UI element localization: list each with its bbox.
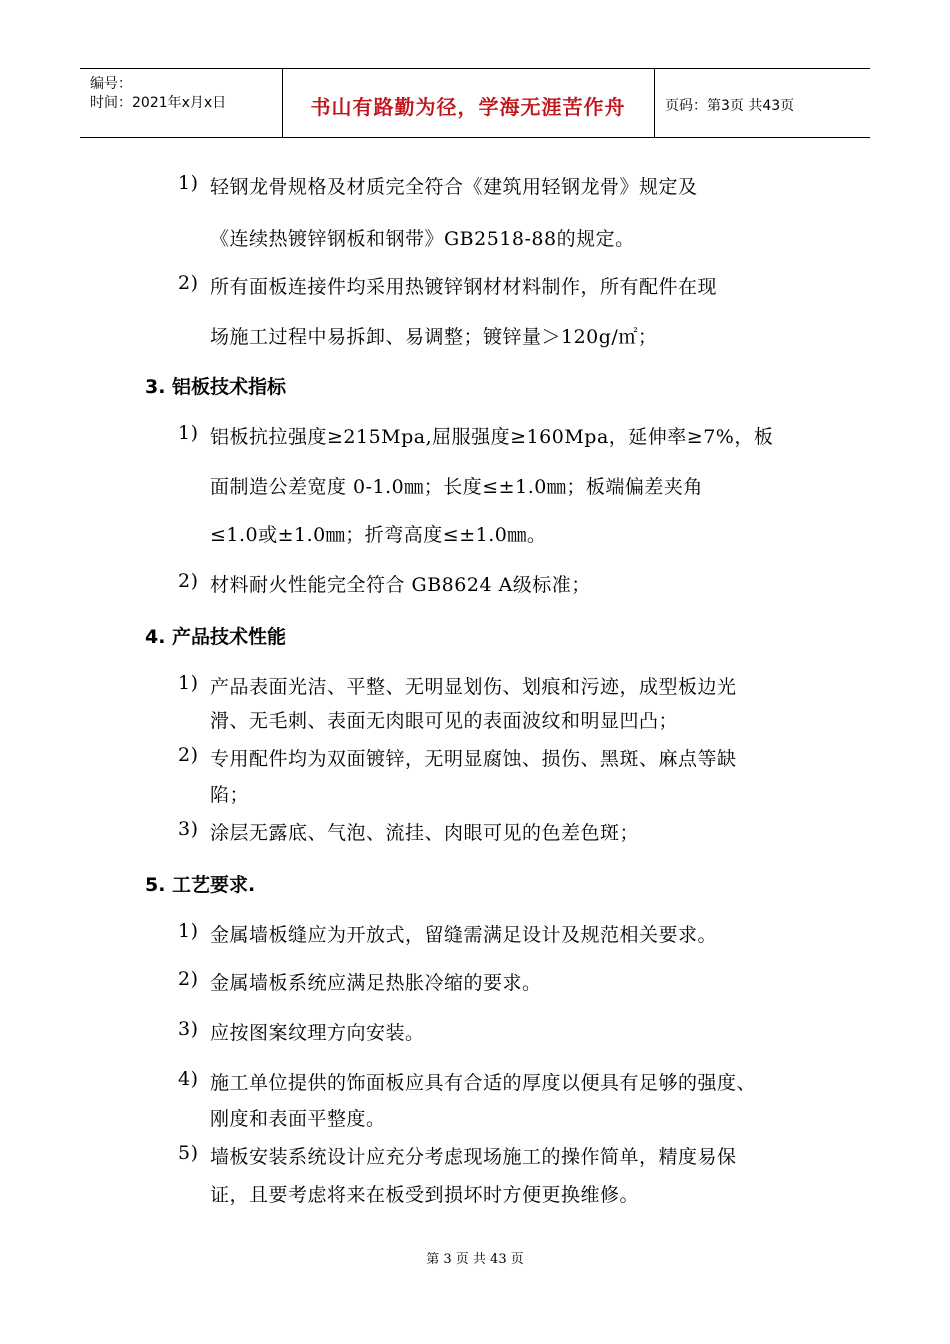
item-text: 应按图案纹理方向安装。 [210, 1022, 425, 1044]
item-number: 4) [178, 1068, 199, 1090]
item-text: 专用配件均为双面镀锌，无明显腐蚀、损伤、黑斑、麻点等缺 [210, 748, 737, 770]
header-page-info: 页码：第3页 共43页 [665, 98, 795, 114]
item-text: 铝板抗拉强度≥215Mpa,屈服强度≥160Mpa，延伸率≥7%，板 [210, 426, 774, 448]
header-motto: 书山有路勤为径，学海无涯苦作舟 [310, 95, 626, 119]
item-text-continued: 面制造公差宽度 0-1.0㎜；长度≤±1.0㎜；板端偏差夹角 [210, 476, 703, 498]
item-text: 金属墙板缝应为开放式，留缝需满足设计及规范相关要求。 [210, 924, 718, 946]
item-number: 5) [178, 1142, 199, 1164]
item-number: 1) [178, 172, 199, 194]
page-header [80, 68, 870, 138]
document-number-label: 编号： [90, 76, 132, 92]
item-text: 涂层无露底、气泡、流挂、肉眼可见的色差色斑； [210, 822, 640, 844]
section-heading: 5. 工艺要求. [145, 874, 256, 896]
header-meta-cell [80, 69, 283, 137]
item-text: 产品表面光洁、平整、无明显划伤、划痕和污迹，成型板边光 [210, 676, 737, 698]
item-text: 施工单位提供的饰面板应具有合适的厚度以便具有足够的强度、 [210, 1072, 757, 1094]
item-text-continued: 证，且要考虑将来在板受到损坏时方便更换维修。 [210, 1184, 640, 1206]
item-text-continued: 滑、无毛刺、表面无肉眼可见的表面波纹和明显凹凸； [210, 710, 679, 732]
item-number: 1) [178, 920, 199, 942]
item-text-continued: 刚度和表面平整度。 [210, 1108, 386, 1130]
item-text-continued: 《连续热镀锌钢板和钢带》GB2518-88的规定。 [210, 228, 635, 250]
item-number: 3) [178, 1018, 199, 1040]
item-number: 2) [178, 570, 199, 592]
item-number: 1) [178, 672, 199, 694]
item-text: 墙板安装系统设计应充分考虑现场施工的操作简单，精度易保 [210, 1146, 737, 1168]
section-heading: 4. 产品技术性能 [145, 626, 287, 648]
item-number: 1) [178, 422, 199, 444]
document-date: 时间：2021年x月x日 [90, 95, 227, 111]
item-text-continued: 场施工过程中易拆卸、易调整；镀锌量＞120g/㎡； [210, 326, 658, 348]
page-footer: 第 3 页 共 43 页 [426, 1252, 524, 1267]
item-text: 所有面板连接件均采用热镀锌钢材材料制作，所有配件在现 [210, 276, 718, 298]
header-motto-cell [282, 69, 655, 137]
item-text-continued: 陷； [210, 784, 250, 806]
item-text: 轻钢龙骨规格及材质完全符合《建筑用轻钢龙骨》规定及 [210, 176, 698, 198]
item-number: 2) [178, 744, 199, 766]
section-heading: 3. 铝板技术指标 [145, 376, 287, 398]
item-number: 2) [178, 272, 199, 294]
header-page-cell [655, 69, 870, 137]
item-number: 2) [178, 968, 199, 990]
item-number: 3) [178, 818, 199, 840]
item-text: 材料耐火性能完全符合 GB8624 A级标准； [210, 574, 591, 596]
item-text: 金属墙板系统应满足热胀冷缩的要求。 [210, 972, 542, 994]
item-text-continued: ≤1.0或±1.0㎜；折弯高度≤±1.0㎜。 [210, 524, 547, 546]
